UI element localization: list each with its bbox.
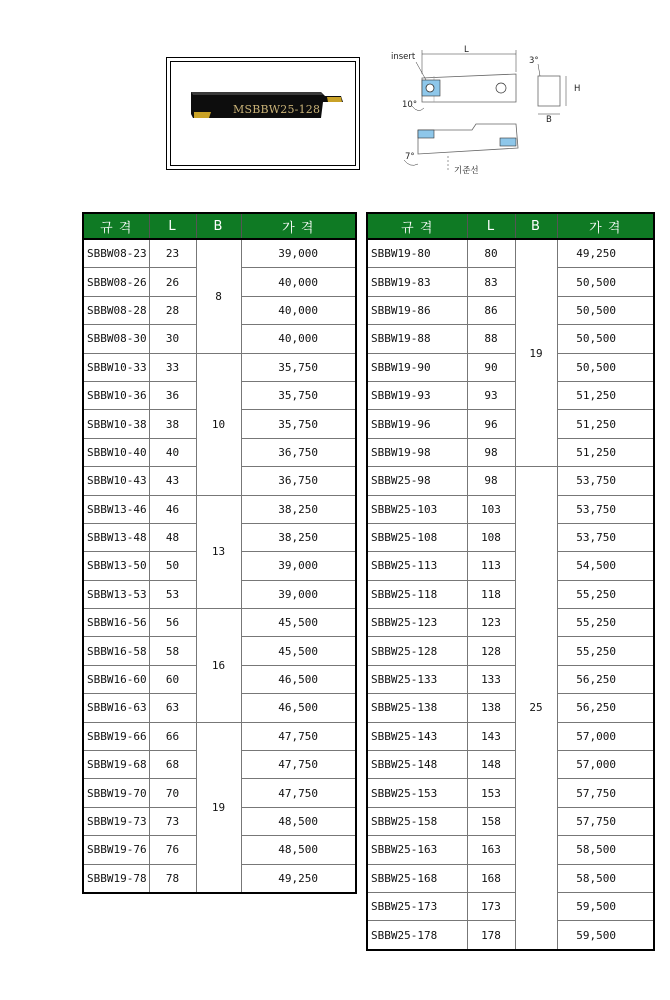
table-row	[367, 467, 654, 495]
model-cell: SBBW19-83	[367, 268, 467, 296]
model-cell: SBBW10-43	[83, 467, 149, 495]
table-row	[367, 864, 654, 892]
price-cell: 48,500	[241, 836, 356, 864]
length-cell: 56	[149, 609, 196, 637]
length-cell: 148	[467, 751, 515, 779]
angle-10deg-label: 10°	[402, 100, 418, 110]
table-row	[367, 438, 654, 466]
length-cell: 128	[467, 637, 515, 665]
model-cell: SBBW13-50	[83, 552, 149, 580]
price-cell: 50,500	[557, 296, 654, 324]
length-cell: 46	[149, 495, 196, 523]
model-cell: SBBW25-133	[367, 665, 467, 693]
length-cell: 76	[149, 836, 196, 864]
price-cell: 47,750	[241, 751, 356, 779]
price-cell: 40,000	[241, 296, 356, 324]
price-cell: 53,750	[557, 467, 654, 495]
model-cell: SBBW10-40	[83, 438, 149, 466]
table-row	[367, 268, 654, 296]
model-cell: SBBW25-163	[367, 836, 467, 864]
model-cell: SBBW25-153	[367, 779, 467, 807]
price-cell: 49,250	[557, 239, 654, 268]
model-cell: SBBW19-68	[83, 751, 149, 779]
price-cell: 50,500	[557, 268, 654, 296]
price-cell: 45,500	[241, 637, 356, 665]
model-cell: SBBW19-98	[367, 438, 467, 466]
length-cell: 113	[467, 552, 515, 580]
table-row	[367, 836, 654, 864]
table-row	[83, 609, 356, 637]
table-row	[367, 552, 654, 580]
model-cell: SBBW25-178	[367, 921, 467, 950]
length-cell: 36	[149, 381, 196, 409]
model-cell: SBBW25-138	[367, 694, 467, 722]
price-cell: 50,500	[557, 325, 654, 353]
header-spec: 규 격	[83, 213, 149, 239]
dimension-diagram	[388, 44, 588, 184]
price-cell: 38,250	[241, 495, 356, 523]
price-cell: 47,750	[241, 722, 356, 750]
price-cell: 56,250	[557, 665, 654, 693]
length-cell: 43	[149, 467, 196, 495]
baseline-label: 기준선	[454, 166, 479, 176]
price-cell: 35,750	[241, 353, 356, 381]
model-cell: SBBW10-33	[83, 353, 149, 381]
header-spec: 규 격	[367, 213, 467, 239]
price-cell: 54,500	[557, 552, 654, 580]
table-row	[367, 921, 654, 950]
length-cell: 153	[467, 779, 515, 807]
length-cell: 103	[467, 495, 515, 523]
table-row	[367, 353, 654, 381]
model-cell: SBBW19-86	[367, 296, 467, 324]
price-cell: 46,500	[241, 694, 356, 722]
model-cell: SBBW08-26	[83, 268, 149, 296]
length-cell: 66	[149, 722, 196, 750]
length-cell: 68	[149, 751, 196, 779]
product-photo-frame	[166, 57, 360, 170]
width-label: B	[546, 115, 552, 125]
length-cell: 96	[467, 410, 515, 438]
price-cell: 47,750	[241, 779, 356, 807]
length-cell: 138	[467, 694, 515, 722]
length-cell: 23	[149, 239, 196, 268]
length-cell: 60	[149, 665, 196, 693]
table-row	[367, 694, 654, 722]
table-row	[367, 523, 654, 551]
width-group-cell: 8	[196, 239, 241, 353]
model-cell: SBBW25-143	[367, 722, 467, 750]
width-group-cell: 19	[515, 239, 557, 467]
price-cell: 59,500	[557, 921, 654, 950]
technical-drawing	[388, 44, 588, 184]
table-row	[367, 665, 654, 693]
price-cell: 58,500	[557, 836, 654, 864]
header-price: 가 격	[557, 213, 654, 239]
table-row	[367, 722, 654, 750]
price-cell: 39,000	[241, 580, 356, 608]
price-cell: 57,000	[557, 722, 654, 750]
length-cell: 26	[149, 268, 196, 296]
length-cell: 78	[149, 864, 196, 893]
model-cell: SBBW19-88	[367, 325, 467, 353]
width-group-cell: 13	[196, 495, 241, 609]
model-cell: SBBW16-58	[83, 637, 149, 665]
model-cell: SBBW25-168	[367, 864, 467, 892]
model-cell: SBBW25-108	[367, 523, 467, 551]
model-cell: SBBW19-96	[367, 410, 467, 438]
length-cell: 63	[149, 694, 196, 722]
price-cell: 53,750	[557, 523, 654, 551]
length-cell: 123	[467, 609, 515, 637]
model-cell: SBBW16-63	[83, 694, 149, 722]
length-cell: 108	[467, 523, 515, 551]
price-cell: 56,250	[557, 694, 654, 722]
price-cell: 57,750	[557, 807, 654, 835]
length-cell: 48	[149, 523, 196, 551]
table-header-row	[367, 213, 654, 239]
price-cell: 35,750	[241, 381, 356, 409]
model-cell: SBBW25-128	[367, 637, 467, 665]
price-cell: 38,250	[241, 523, 356, 551]
price-cell: 55,250	[557, 609, 654, 637]
model-cell: SBBW08-28	[83, 296, 149, 324]
length-cell: 93	[467, 381, 515, 409]
price-cell: 51,250	[557, 381, 654, 409]
price-cell: 50,500	[557, 353, 654, 381]
header-width: B	[196, 213, 241, 239]
length-cell: 98	[467, 467, 515, 495]
length-cell: 86	[467, 296, 515, 324]
table-row	[367, 325, 654, 353]
model-cell: SBBW16-60	[83, 665, 149, 693]
table-header-row	[83, 213, 356, 239]
length-cell: 163	[467, 836, 515, 864]
length-cell: 38	[149, 410, 196, 438]
length-cell: 168	[467, 864, 515, 892]
length-cell: 158	[467, 807, 515, 835]
width-group-cell: 10	[196, 353, 241, 495]
header-price: 가 격	[241, 213, 356, 239]
length-label: L	[464, 45, 469, 55]
table-row	[367, 495, 654, 523]
price-cell: 36,750	[241, 438, 356, 466]
model-cell: SBBW13-48	[83, 523, 149, 551]
model-cell: SBBW25-173	[367, 892, 467, 920]
price-cell: 39,000	[241, 552, 356, 580]
width-group-cell: 19	[196, 722, 241, 893]
model-cell: SBBW25-148	[367, 751, 467, 779]
length-cell: 133	[467, 665, 515, 693]
length-cell: 40	[149, 438, 196, 466]
price-cell: 46,500	[241, 665, 356, 693]
length-cell: 73	[149, 807, 196, 835]
length-cell: 70	[149, 779, 196, 807]
price-cell: 40,000	[241, 268, 356, 296]
header-length: L	[467, 213, 515, 239]
angle-7deg-label: 7°	[405, 152, 415, 162]
table-row	[367, 779, 654, 807]
model-cell: SBBW10-36	[83, 381, 149, 409]
insert-label: insert	[391, 52, 416, 62]
table-row	[367, 751, 654, 779]
length-cell: 58	[149, 637, 196, 665]
price-cell: 55,250	[557, 637, 654, 665]
model-cell: SBBW19-70	[83, 779, 149, 807]
price-cell: 40,000	[241, 325, 356, 353]
price-cell: 49,250	[241, 864, 356, 893]
model-cell: SBBW19-78	[83, 864, 149, 893]
model-cell: SBBW19-93	[367, 381, 467, 409]
length-cell: 50	[149, 552, 196, 580]
height-label: H	[574, 84, 581, 94]
model-cell: SBBW08-23	[83, 239, 149, 268]
table-row	[367, 609, 654, 637]
price-cell: 36,750	[241, 467, 356, 495]
price-cell: 35,750	[241, 410, 356, 438]
model-cell: SBBW13-46	[83, 495, 149, 523]
price-cell: 58,500	[557, 864, 654, 892]
model-cell: SBBW16-56	[83, 609, 149, 637]
price-cell: 57,750	[557, 779, 654, 807]
header-length: L	[149, 213, 196, 239]
price-cell: 55,250	[557, 580, 654, 608]
model-cell: SBBW25-103	[367, 495, 467, 523]
price-cell: 57,000	[557, 751, 654, 779]
length-cell: 28	[149, 296, 196, 324]
table-row	[367, 892, 654, 920]
table-row	[367, 296, 654, 324]
model-cell: SBBW25-158	[367, 807, 467, 835]
header-width: B	[515, 213, 557, 239]
model-cell: SBBW25-98	[367, 467, 467, 495]
model-cell: SBBW19-90	[367, 353, 467, 381]
angle-3deg-label: 3°	[529, 56, 539, 66]
model-cell: SBBW13-53	[83, 580, 149, 608]
model-cell: SBBW19-80	[367, 239, 467, 268]
model-cell: SBBW25-123	[367, 609, 467, 637]
table-row	[83, 353, 356, 381]
length-cell: 30	[149, 325, 196, 353]
left-spec-table	[82, 212, 357, 894]
price-cell: 39,000	[241, 239, 356, 268]
length-cell: 80	[467, 239, 515, 268]
length-cell: 88	[467, 325, 515, 353]
table-row	[367, 580, 654, 608]
model-cell: SBBW25-118	[367, 580, 467, 608]
right-spec-table	[366, 212, 655, 951]
length-cell: 53	[149, 580, 196, 608]
length-cell: 143	[467, 722, 515, 750]
price-cell: 45,500	[241, 609, 356, 637]
table-row	[83, 495, 356, 523]
model-cell: SBBW10-38	[83, 410, 149, 438]
model-cell: SBBW08-30	[83, 325, 149, 353]
model-cell: SBBW19-76	[83, 836, 149, 864]
tool-engraving-label: MSBBW25-128	[233, 103, 321, 116]
price-cell: 51,250	[557, 438, 654, 466]
table-row	[83, 239, 356, 268]
price-cell: 48,500	[241, 807, 356, 835]
price-cell: 51,250	[557, 410, 654, 438]
table-row	[367, 410, 654, 438]
price-cell: 59,500	[557, 892, 654, 920]
length-cell: 90	[467, 353, 515, 381]
model-cell: SBBW19-73	[83, 807, 149, 835]
table-row	[83, 722, 356, 750]
table-row	[367, 381, 654, 409]
table-row	[367, 807, 654, 835]
product-photo	[170, 61, 356, 166]
model-cell: SBBW19-66	[83, 722, 149, 750]
table-row	[367, 239, 654, 268]
model-cell: SBBW25-113	[367, 552, 467, 580]
width-group-cell: 25	[515, 467, 557, 950]
length-cell: 33	[149, 353, 196, 381]
length-cell: 83	[467, 268, 515, 296]
length-cell: 178	[467, 921, 515, 950]
length-cell: 118	[467, 580, 515, 608]
width-group-cell: 16	[196, 609, 241, 723]
price-cell: 53,750	[557, 495, 654, 523]
length-cell: 173	[467, 892, 515, 920]
length-cell: 98	[467, 438, 515, 466]
table-row	[367, 637, 654, 665]
